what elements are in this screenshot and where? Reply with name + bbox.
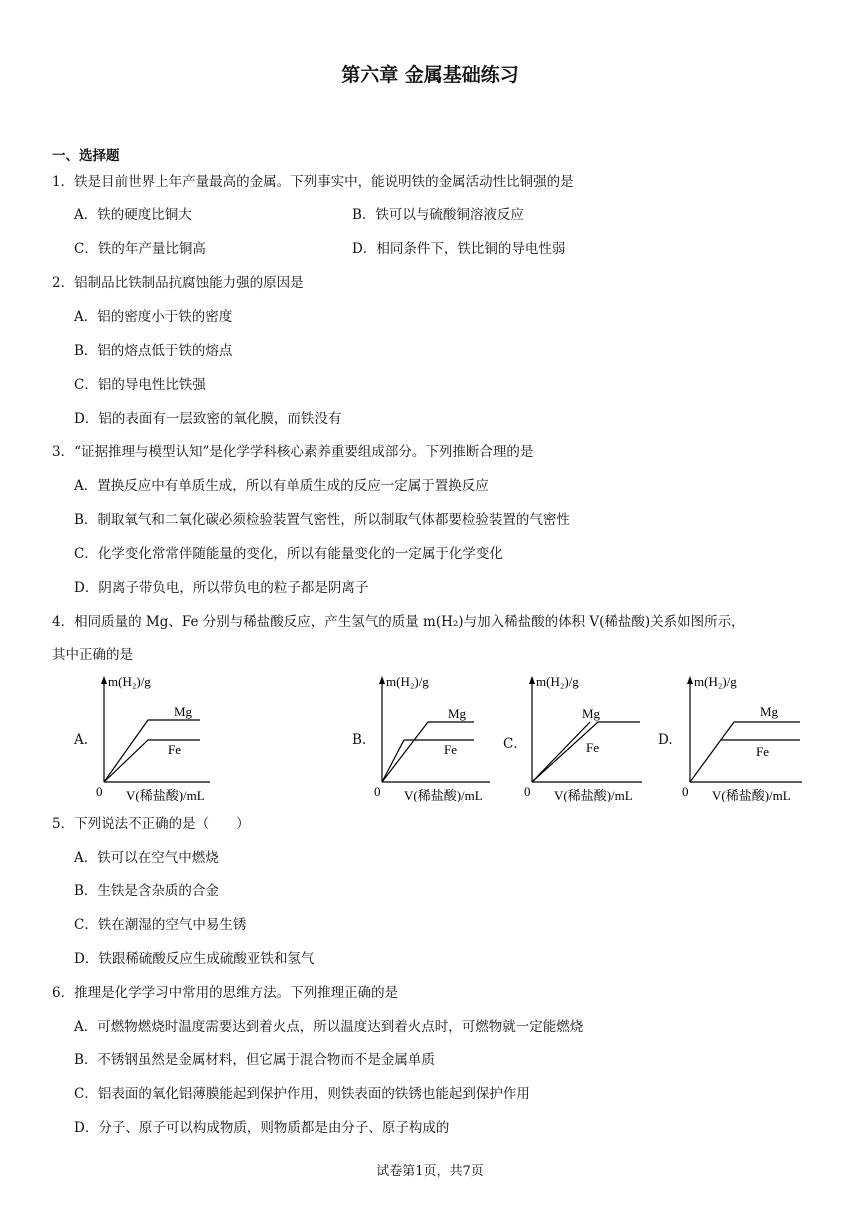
q5-stem: 5．下列说法不正确的是（ ） <box>52 816 250 832</box>
graph-d-label: D. <box>658 732 673 748</box>
graph-d-ylabel: m(H₂)/g <box>694 674 737 689</box>
q6-option-d: D．分子、原子可以构成物质，则物质都是由分子、原子构成的 <box>74 1120 450 1136</box>
graph-b-mg-label: Mg <box>448 706 467 721</box>
graph-d-xlabel: V(稀盐酸)/mL <box>712 788 791 802</box>
q1-option-a: A．铁的硬度比铜大 <box>74 207 192 223</box>
q3-option-b: B．制取氧气和二氧化碳必须检验装置气密性，所以制取气体都要检验装置的气密性 <box>74 512 570 528</box>
q4-stem-line1: 4．相同质量的 Mg、Fe 分别与稀盐酸反应，产生氢气的质量 m(H₂)与加入稀盐酸的体积 V(稀盐酸)关系如图所示， <box>52 614 745 630</box>
graph-a-label: A. <box>74 732 89 748</box>
graph-a <box>90 672 230 802</box>
q6-option-a: A．可燃物燃烧时温度需要达到着火点，所以温度达到着火点时，可燃物就一定能燃烧 <box>74 1019 584 1035</box>
graph-c <box>518 672 648 802</box>
q2-option-c: C．铝的导电性比铁强 <box>74 377 206 393</box>
q6-option-c: C．铝表面的氧化铝薄膜能起到保护作用，则铁表面的铁锈也能起到保护作用 <box>74 1086 530 1102</box>
q3-option-a: A．置换反应中有单质生成，所以有单质生成的反应一定属于置换反应 <box>74 478 489 494</box>
q5-option-b: B．生铁是含杂质的合金 <box>74 883 219 899</box>
graph-b-origin: 0 <box>374 784 381 799</box>
graph-d-mg-label: Mg <box>760 704 779 719</box>
graph-c-origin: 0 <box>524 784 531 799</box>
graph-c-fe-label: Fe <box>586 740 599 755</box>
q2-stem: 2．铝制品比铁制品抗腐蚀能力强的原因是 <box>52 275 304 291</box>
graph-c-fe-line <box>532 722 590 782</box>
graph-d-fe-label: Fe <box>756 744 769 759</box>
q5-option-c: C．铁在潮湿的空气中易生锈 <box>74 917 247 933</box>
q3-option-d: D．阴离子带负电，所以带负电的粒子都是阴离子 <box>74 580 369 596</box>
graph-b-xlabel: V(稀盐酸)/mL <box>404 788 483 802</box>
page-title: 第六章 金属基础练习 <box>341 64 519 86</box>
graph-d-origin: 0 <box>682 784 689 799</box>
graph-b <box>368 672 498 802</box>
q6-option-b: B．不锈钢虽然是金属材料，但它属于混合物而不是金属单质 <box>74 1052 435 1068</box>
section-heading: 一、选择题 <box>52 148 120 164</box>
graph-b-fe-label: Fe <box>444 742 457 757</box>
q4-stem-line2: 其中正确的是 <box>52 647 133 663</box>
q5-option-d: D．铁跟稀硫酸反应生成硫酸亚铁和氢气 <box>74 951 315 967</box>
graph-d <box>676 672 816 802</box>
graph-a-mg-label: Mg <box>174 704 193 719</box>
q2-option-b: B．铝的熔点低于铁的熔点 <box>74 343 233 359</box>
graph-a-origin: 0 <box>96 784 103 799</box>
graph-b-mg-line <box>382 722 474 782</box>
q1-option-d: D．相同条件下，铁比铜的导电性弱 <box>352 241 566 257</box>
q2-option-d: D．铝的表面有一层致密的氧化膜，而铁没有 <box>74 411 342 427</box>
graph-a-fe-label: Fe <box>168 742 181 757</box>
graph-c-mg-label: Mg <box>582 706 601 721</box>
graph-a-xlabel: V(稀盐酸)/mL <box>126 788 205 802</box>
graph-d-mg-line <box>690 722 800 782</box>
graph-b-label: B. <box>352 732 367 748</box>
graph-a-mg-line <box>104 720 200 782</box>
graph-c-label: C． <box>503 736 527 752</box>
q3-option-c: C．化学变化常常伴随能量的变化，所以有能量变化的一定属于化学变化 <box>74 546 503 562</box>
q1-option-c: C．铁的年产量比铜高 <box>74 241 206 257</box>
graph-c-xlabel: V(稀盐酸)/mL <box>554 788 633 802</box>
q3-stem: 3．“证据推理与模型认知”是化学学科核心素养重要组成部分。下列推断合理的是 <box>52 444 534 460</box>
graph-c-ylabel: m(H₂)/g <box>536 674 579 689</box>
q6-stem: 6．推理是化学学习中常用的思维方法。下列推理正确的是 <box>52 985 399 1001</box>
graph-a-ylabel: m(H₂)/g <box>108 674 151 689</box>
q5-option-a: A．铁可以在空气中燃烧 <box>74 850 219 866</box>
graph-b-ylabel: m(H₂)/g <box>386 674 429 689</box>
graph-b-fe-line <box>382 740 474 782</box>
q1-stem: 1．铁是目前世界上年产量最高的金属。下列事实中，能说明铁的金属活动性比铜强的是 <box>52 174 574 190</box>
q1-option-b: B．铁可以与硫酸铜溶液反应 <box>352 207 524 223</box>
page-footer: 试卷第1页，共7页 <box>376 1164 484 1179</box>
q2-option-a: A．铝的密度小于铁的密度 <box>74 309 233 325</box>
